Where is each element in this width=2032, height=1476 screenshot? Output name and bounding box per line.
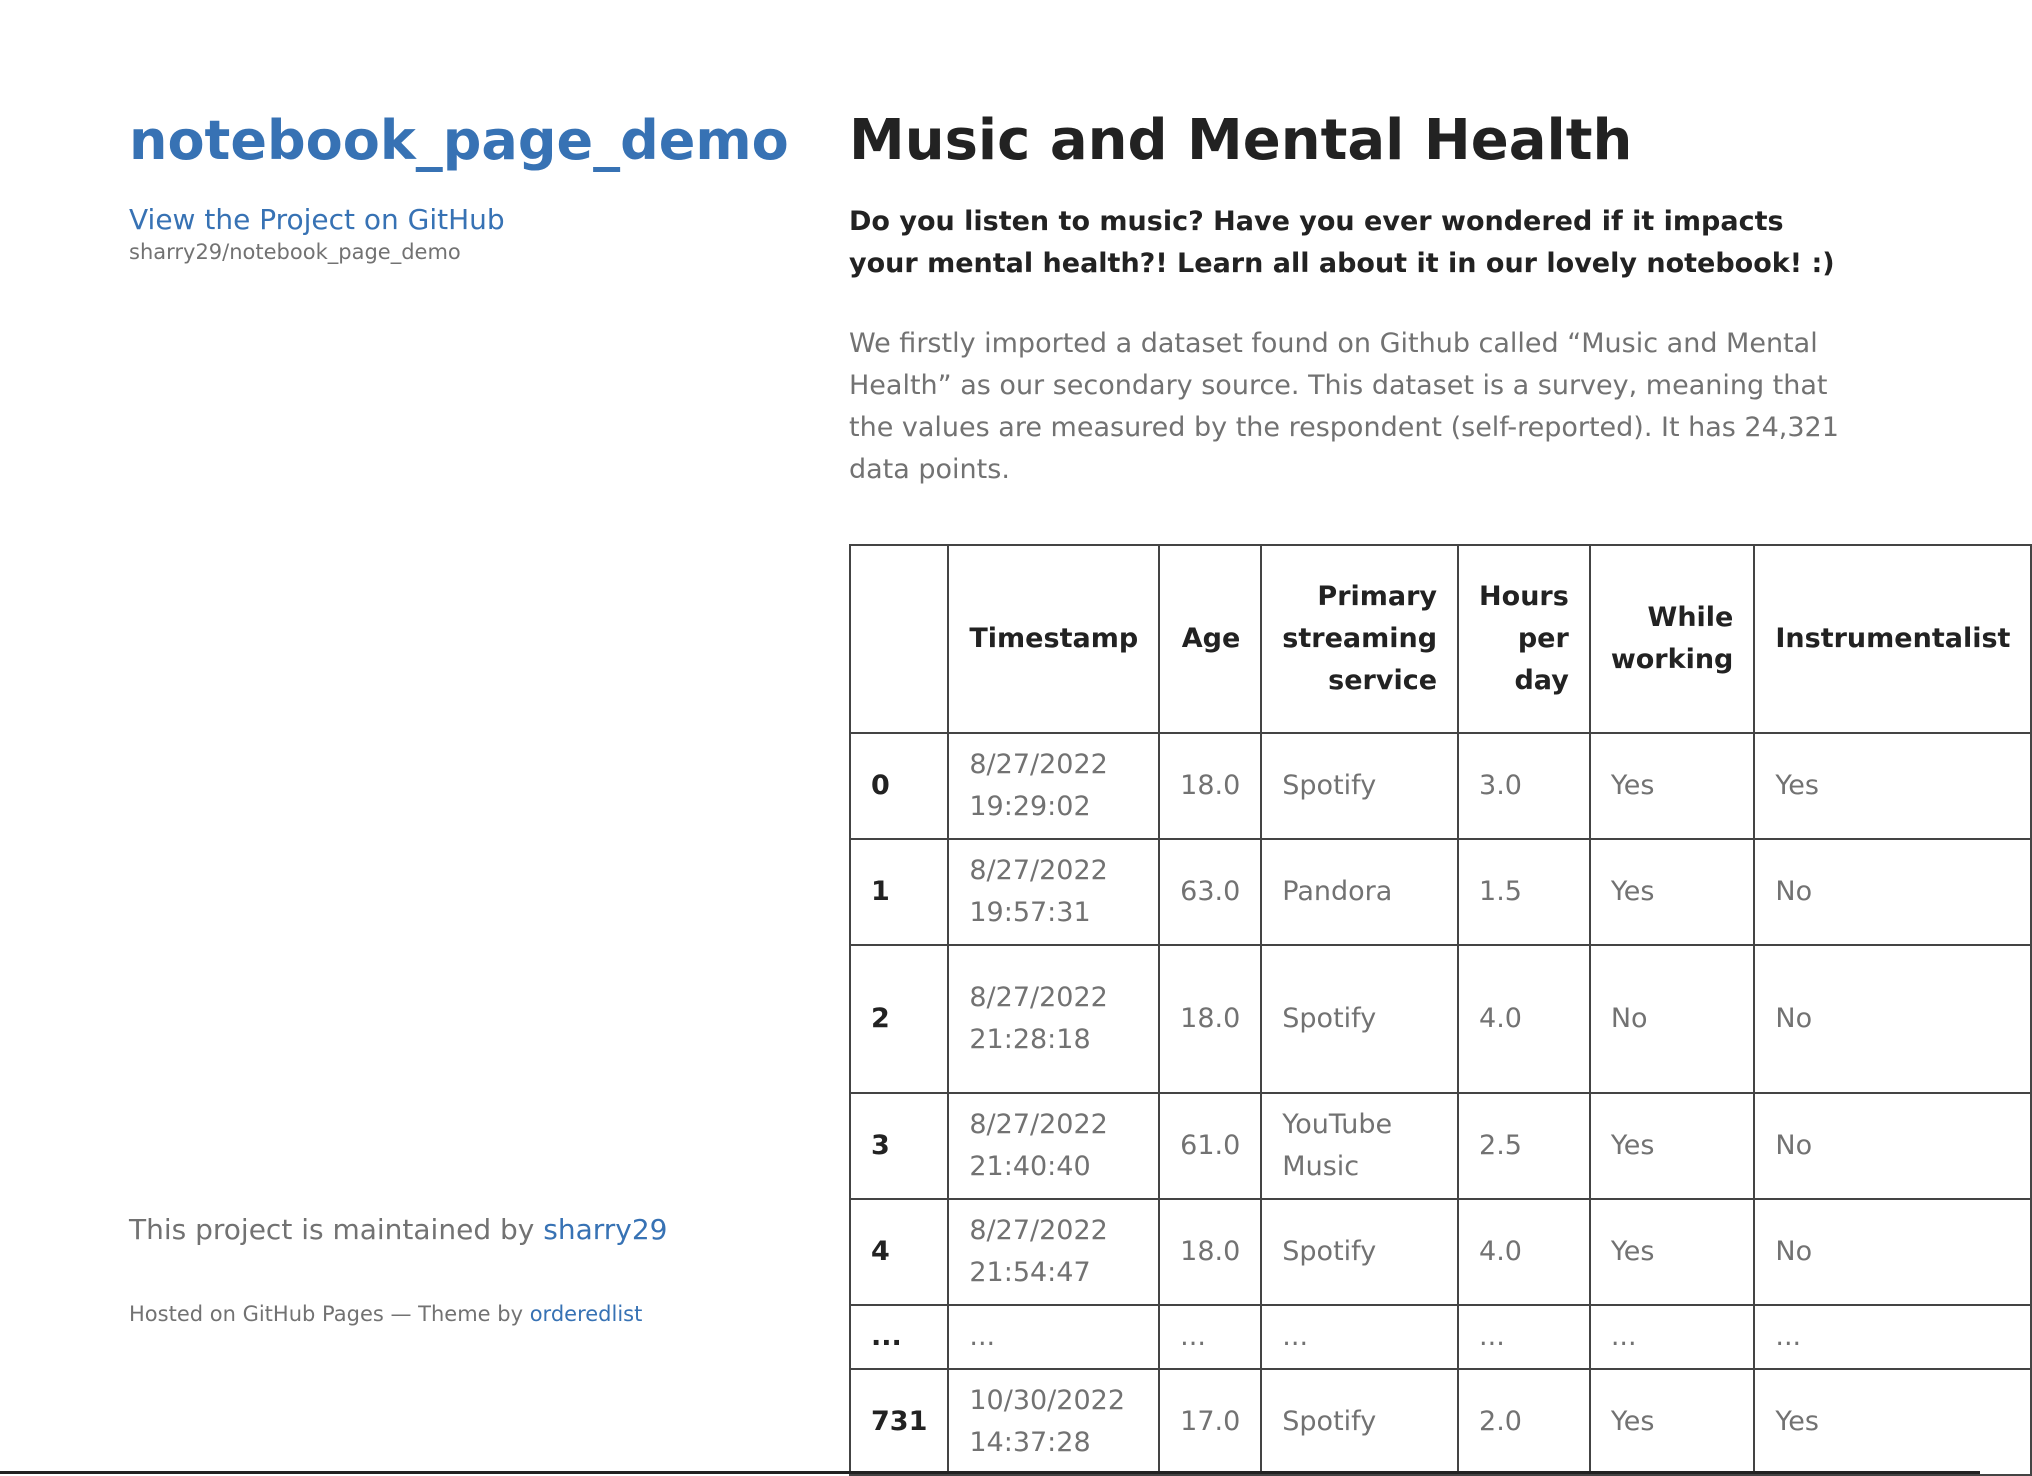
cell-hours-per-day: 1.5 [1458, 839, 1590, 945]
row-index: 0 [850, 733, 948, 839]
cell-hours-per-day: 2.0 [1458, 1369, 1590, 1475]
theme-author-link[interactable]: orderedlist [529, 1302, 643, 1326]
row-index: 4 [850, 1199, 948, 1305]
cell-streaming-service: YouTube Music [1261, 1093, 1458, 1199]
cell-hours-per-day: ... [1458, 1305, 1590, 1369]
table-row [850, 1199, 2031, 1305]
column-header-index [850, 545, 948, 733]
row-index: 1 [850, 839, 948, 945]
cell-hours-per-day: 3.0 [1458, 733, 1590, 839]
cell-hours-per-day: 4.0 [1458, 945, 1590, 1093]
cell-age: 17.0 [1159, 1369, 1261, 1475]
cell-instrumentalist: No [1754, 945, 2031, 1093]
cell-streaming-service: Pandora [1261, 839, 1458, 945]
maintainer-link[interactable]: sharry29 [543, 1213, 668, 1246]
cell-streaming-service: Spotify [1261, 733, 1458, 839]
row-index: ... [850, 1305, 948, 1369]
site-title-link[interactable]: notebook_page_demo [129, 109, 789, 172]
cell-timestamp: 10/30/2022 14:37:28 [948, 1369, 1159, 1475]
cell-age: 61.0 [1159, 1093, 1261, 1199]
cell-while-working: Yes [1590, 1369, 1755, 1475]
cell-instrumentalist: Yes [1754, 733, 2031, 839]
maintainer-prefix: This project is maintained by [129, 1213, 544, 1246]
cell-instrumentalist: Yes [1754, 1369, 2031, 1475]
cell-while-working: Yes [1590, 733, 1755, 839]
cell-hours-per-day: 4.0 [1458, 1199, 1590, 1305]
table-row [850, 733, 2031, 839]
column-header-age: Age [1159, 545, 1261, 733]
column-header-instrumentalist: Instrumentalist [1754, 545, 2031, 733]
hosted-note [129, 1297, 642, 1331]
column-header-hours-per-day: Hours per day [1458, 545, 1590, 733]
table-row-ellipsis [850, 1305, 2031, 1369]
cell-streaming-service: ... [1261, 1305, 1458, 1369]
cell-age: 63.0 [1159, 839, 1261, 945]
table-row [850, 839, 2031, 945]
row-index: 3 [850, 1093, 948, 1199]
maintainer-note [129, 1210, 667, 1250]
table-header-row [850, 545, 2031, 733]
intro-paragraph: We firstly imported a dataset found on Github called “Music and Mental Health” as our secondary source. This dataset is a survey, meaning that the values are measured by the respondent (self-reported). It has 24,321 data points. [849, 328, 1839, 485]
dataframe-table-wrapper [849, 544, 2032, 1476]
table-row [850, 945, 2031, 1093]
sidebar [129, 105, 789, 265]
column-header-timestamp: Timestamp [948, 545, 1159, 733]
cell-timestamp: 8/27/2022 21:40:40 [948, 1093, 1159, 1199]
cell-while-working: Yes [1590, 1093, 1755, 1199]
cell-instrumentalist: No [1754, 1093, 2031, 1199]
cell-instrumentalist: ... [1754, 1305, 2031, 1369]
column-header-streaming-service: Primary streaming service [1261, 545, 1458, 733]
cell-while-working: No [1590, 945, 1755, 1093]
cell-hours-per-day: 2.5 [1458, 1093, 1590, 1199]
cell-streaming-service: Spotify [1261, 1199, 1458, 1305]
cell-timestamp: 8/27/2022 19:29:02 [948, 733, 1159, 839]
cell-instrumentalist: No [1754, 839, 2031, 945]
github-repo-name: sharry29/notebook_page_demo [129, 240, 461, 264]
cell-streaming-service: Spotify [1261, 1369, 1458, 1475]
page-title: Music and Mental Health [849, 108, 1633, 173]
cell-streaming-service: Spotify [1261, 945, 1458, 1093]
cell-while-working: Yes [1590, 839, 1755, 945]
cell-timestamp: ... [948, 1305, 1159, 1369]
cell-age: 18.0 [1159, 945, 1261, 1093]
window-bottom-edge [0, 1471, 1980, 1474]
cell-while-working: Yes [1590, 1199, 1755, 1305]
cell-timestamp: 8/27/2022 19:57:31 [948, 839, 1159, 945]
table-row [850, 1369, 2031, 1475]
cell-timestamp: 8/27/2022 21:28:18 [948, 945, 1159, 1093]
row-index: 2 [850, 945, 948, 1093]
github-project-link[interactable]: View the Project on GitHub [129, 203, 505, 236]
hosted-prefix: Hosted on GitHub Pages — Theme by [129, 1302, 530, 1326]
row-index: 731 [850, 1369, 948, 1475]
cell-age: 18.0 [1159, 733, 1261, 839]
cell-timestamp: 8/27/2022 21:54:47 [948, 1199, 1159, 1305]
main-content [849, 105, 1980, 491]
cell-instrumentalist: No [1754, 1199, 2031, 1305]
table-row [850, 1093, 2031, 1199]
column-header-while-working: While working [1590, 545, 1755, 733]
cell-while-working: ... [1590, 1305, 1755, 1369]
dataframe-table [849, 544, 2032, 1476]
lead-paragraph: Do you listen to music? Have you ever wondered if it impacts your mental health?! Learn all about it in our lovely notebook! :) [849, 206, 1835, 279]
cell-age: 18.0 [1159, 1199, 1261, 1305]
cell-age: ... [1159, 1305, 1261, 1369]
